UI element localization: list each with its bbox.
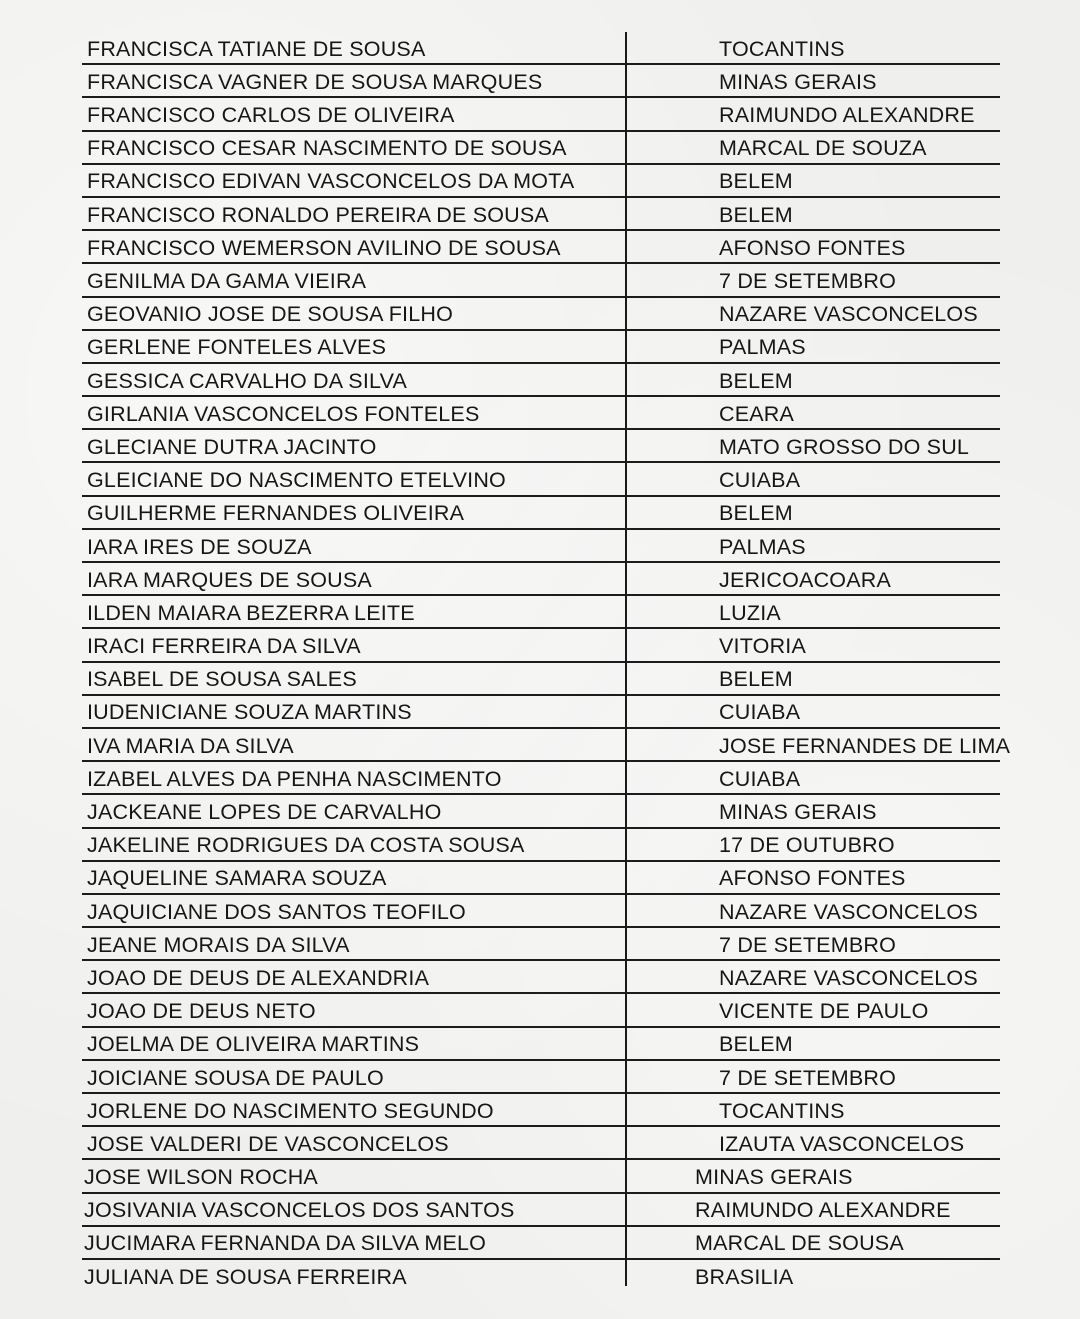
location-name: IZAUTA VASCONCELOS bbox=[719, 1131, 965, 1156]
table-row bbox=[82, 563, 1000, 596]
table-row bbox=[82, 1094, 1000, 1127]
table-row bbox=[82, 497, 1000, 530]
person-name: ILDEN MAIARA BEZERRA LEITE bbox=[87, 600, 415, 625]
person-name: IVA MARIA DA SILVA bbox=[87, 733, 294, 758]
location-name: 7 DE SETEMBRO bbox=[719, 269, 897, 293]
table-row bbox=[82, 1127, 1000, 1160]
person-name: JOSE VALDERI DE VASCONCELOS bbox=[87, 1131, 449, 1156]
location-name: BELEM bbox=[719, 501, 793, 526]
location-name: CUIABA bbox=[719, 766, 801, 791]
location-name: MARCAL DE SOUZA bbox=[719, 136, 927, 161]
location-name: NAZARE VASCONCELOS bbox=[719, 302, 978, 327]
location-name: BRASILIA bbox=[695, 1264, 794, 1289]
column-divider bbox=[625, 32, 627, 1286]
table-row bbox=[82, 397, 1000, 430]
person-name: JUCIMARA FERNANDA DA SILVA MELO bbox=[84, 1231, 487, 1256]
person-name: GLECIANE DUTRA JACINTO bbox=[87, 434, 377, 459]
location-name: BELEM bbox=[719, 202, 793, 227]
location-name: BELEM bbox=[719, 1032, 793, 1057]
table-row bbox=[82, 994, 1000, 1027]
person-name: IRACI FERREIRA DA SILVA bbox=[87, 634, 361, 659]
person-name: IARA IRES DE SOUZA bbox=[87, 534, 312, 559]
table-row bbox=[82, 1160, 1000, 1193]
table-row bbox=[82, 829, 1000, 862]
table-row bbox=[82, 231, 1000, 264]
person-name: GERLENE FONTELES ALVES bbox=[87, 335, 387, 360]
location-name: PALMAS bbox=[719, 335, 806, 360]
person-name: GLEICIANE DO NASCIMENTO ETELVINO bbox=[87, 468, 506, 493]
person-name: FRANCISCA TATIANE DE SOUSA bbox=[87, 36, 426, 61]
person-name: JOAO DE DEUS DE ALEXANDRIA bbox=[87, 965, 430, 990]
location-name: 7 DE SETEMBRO bbox=[719, 932, 897, 957]
table-row bbox=[82, 1227, 1000, 1260]
table-row bbox=[82, 298, 1000, 331]
location-name: LUZIA bbox=[719, 600, 781, 625]
person-name: GESSICA CARVALHO DA SILVA bbox=[87, 368, 408, 393]
location-name: JERICOACOARA bbox=[719, 567, 892, 592]
location-name: CUIABA bbox=[719, 700, 801, 725]
location-name: RAIMUNDO ALEXANDRE bbox=[695, 1198, 951, 1223]
table-row bbox=[82, 98, 1000, 131]
location-name: AFONSO FONTES bbox=[719, 235, 906, 260]
table-row bbox=[82, 65, 1000, 98]
location-name: BELEM bbox=[719, 667, 793, 692]
table-row bbox=[82, 264, 1000, 297]
name-location-table bbox=[82, 32, 1011, 1293]
person-name: JAKELINE RODRIGUES DA COSTA SOUSA bbox=[87, 833, 525, 858]
table-row bbox=[82, 895, 1000, 928]
person-name: GUILHERME FERNANDES OLIVEIRA bbox=[87, 501, 465, 526]
person-name: FRANCISCO CARLOS DE OLIVEIRA bbox=[87, 103, 455, 128]
location-name: CUIABA bbox=[719, 468, 801, 493]
person-name: ISABEL DE SOUSA SALES bbox=[87, 667, 357, 692]
person-name: GIRLANIA VASCONCELOS FONTELES bbox=[87, 401, 480, 426]
location-name: BELEM bbox=[719, 169, 793, 194]
table-row bbox=[82, 729, 1011, 762]
location-name: NAZARE VASCONCELOS bbox=[719, 965, 978, 990]
location-name: VITORIA bbox=[719, 634, 807, 659]
location-name: TOCANTINS bbox=[719, 36, 845, 61]
table-row bbox=[82, 928, 1000, 961]
person-name: JACKEANE LOPES DE CARVALHO bbox=[87, 800, 442, 824]
person-name: FRANCISCA VAGNER DE SOUSA MARQUES bbox=[87, 69, 543, 94]
location-name: MINAS GERAIS bbox=[695, 1165, 853, 1190]
table-row bbox=[82, 463, 1000, 496]
table-row bbox=[82, 32, 1000, 65]
table-row bbox=[82, 1260, 1000, 1293]
location-name: TOCANTINS bbox=[719, 1098, 845, 1123]
person-name: IUDENICIANE SOUZA MARTINS bbox=[87, 700, 412, 725]
person-name: FRANCISCO EDIVAN VASCONCELOS DA MOTA bbox=[87, 169, 575, 194]
table-row bbox=[82, 762, 1000, 795]
table-row bbox=[82, 430, 1000, 463]
table-row bbox=[82, 1028, 1000, 1061]
table-row bbox=[82, 530, 1000, 563]
person-name: JOICIANE SOUSA DE PAULO bbox=[87, 1065, 384, 1090]
location-name: JOSE FERNANDES DE LIMA bbox=[719, 733, 1011, 758]
person-name: FRANCISCO RONALDO PEREIRA DE SOUSA bbox=[87, 202, 549, 227]
person-name: JULIANA DE SOUSA FERREIRA bbox=[84, 1264, 407, 1289]
person-name: JOSE WILSON ROCHA bbox=[84, 1165, 318, 1190]
table-row bbox=[82, 1194, 1000, 1227]
person-name: JEANE MORAIS DA SILVA bbox=[87, 932, 350, 957]
location-name: MARCAL DE SOUSA bbox=[695, 1231, 904, 1256]
location-name: MINAS GERAIS bbox=[719, 800, 877, 824]
table-row bbox=[82, 165, 1000, 198]
location-name: VICENTE DE PAULO bbox=[719, 999, 929, 1024]
location-name: 17 DE OUTUBRO bbox=[719, 833, 895, 858]
table-row bbox=[82, 961, 1000, 994]
location-name: MATO GROSSO DO SUL bbox=[719, 434, 970, 459]
person-name: IZABEL ALVES DA PENHA NASCIMENTO bbox=[87, 766, 502, 791]
location-name: 7 DE SETEMBRO bbox=[719, 1065, 897, 1090]
location-name: NAZARE VASCONCELOS bbox=[719, 899, 978, 924]
person-name: FRANCISCO CESAR NASCIMENTO DE SOUSA bbox=[87, 136, 567, 161]
person-name: JOSIVANIA VASCONCELOS DOS SANTOS bbox=[84, 1198, 515, 1223]
table-row bbox=[82, 696, 1000, 729]
table-row bbox=[82, 364, 1000, 397]
person-name: JOELMA DE OLIVEIRA MARTINS bbox=[87, 1032, 420, 1057]
person-name: IARA MARQUES DE SOUSA bbox=[87, 567, 372, 592]
table-row bbox=[82, 629, 1000, 662]
person-name: JORLENE DO NASCIMENTO SEGUNDO bbox=[87, 1098, 494, 1123]
person-name: GENILMA DA GAMA VIEIRA bbox=[87, 269, 367, 293]
table-row bbox=[82, 198, 1000, 231]
person-name: FRANCISCO WEMERSON AVILINO DE SOUSA bbox=[87, 235, 561, 260]
location-name: BELEM bbox=[719, 368, 793, 393]
location-name: RAIMUNDO ALEXANDRE bbox=[719, 103, 975, 128]
table-row bbox=[82, 862, 1000, 895]
table-row bbox=[82, 132, 1000, 165]
person-name: JOAO DE DEUS NETO bbox=[87, 999, 316, 1024]
table-row bbox=[82, 795, 1000, 828]
location-name: MINAS GERAIS bbox=[719, 69, 877, 94]
table-row bbox=[82, 596, 1000, 629]
location-name: PALMAS bbox=[719, 534, 806, 559]
table-row bbox=[82, 663, 1000, 696]
table-row bbox=[82, 1061, 1000, 1094]
person-name: JAQUELINE SAMARA SOUZA bbox=[87, 866, 387, 891]
location-name: AFONSO FONTES bbox=[719, 866, 906, 891]
person-name: JAQUICIANE DOS SANTOS TEOFILO bbox=[87, 899, 466, 924]
location-name: CEARA bbox=[719, 401, 795, 426]
person-name: GEOVANIO JOSE DE SOUSA FILHO bbox=[87, 302, 454, 327]
table-row bbox=[82, 331, 1000, 364]
